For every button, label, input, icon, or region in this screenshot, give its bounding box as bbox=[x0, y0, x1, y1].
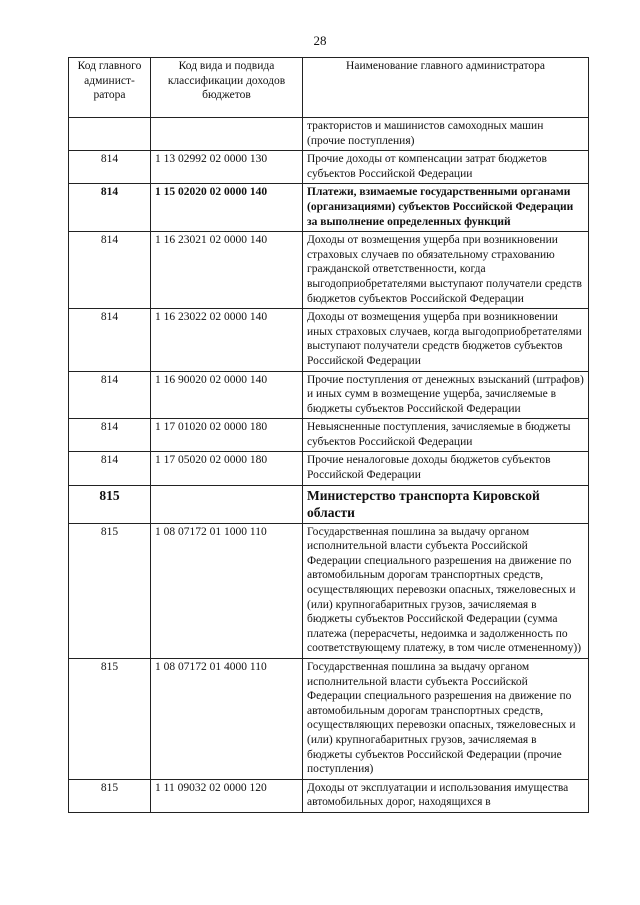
admin-code-cell: 814 bbox=[69, 452, 151, 485]
admin-name-cell: Прочие поступления от денежных взысканий (штрафов) и иных сумм в возмещение ущерба, зачисляемые в бюджеты субъектов Российской Федерации bbox=[303, 371, 589, 419]
admin-code-cell: 814 bbox=[69, 151, 151, 184]
table-row bbox=[69, 419, 589, 452]
admin-name-cell: Доходы от эксплуатации и использования имущества автомобильных дорог, находящихся в bbox=[303, 779, 589, 812]
admin-name-cell: Платежи, взимаемые государственными органами (организациями) субъектов Российской Федерации за выполнение определенных функций bbox=[303, 184, 589, 232]
admin-code-cell: 815 bbox=[69, 779, 151, 812]
admin-code-cell: 814 bbox=[69, 419, 151, 452]
table-row bbox=[69, 309, 589, 371]
revenue-code-cell: 1 15 02020 02 0000 140 bbox=[151, 184, 303, 232]
page-number: 28 bbox=[313, 33, 327, 48]
revenue-code-cell: 1 16 23022 02 0000 140 bbox=[151, 309, 303, 371]
admin-code-cell: 814 bbox=[69, 184, 151, 232]
revenue-code-cell: 1 16 90020 02 0000 140 bbox=[151, 371, 303, 419]
admin-name-cell: Доходы от возмещения ущерба при возникновении иных страховых случаев, когда выгодоприобретателями выступают получатели средств бюджетов субъектов Российской Федерации bbox=[303, 309, 589, 371]
table-row bbox=[69, 779, 589, 812]
admin-code-cell: 814 bbox=[69, 371, 151, 419]
table-row bbox=[69, 151, 589, 184]
table-header-row bbox=[69, 58, 589, 118]
admin-name-cell: трактористов и машинистов самоходных машин (прочие поступления) bbox=[303, 118, 589, 151]
table-row bbox=[69, 659, 589, 780]
admin-name-cell: Доходы от возмещения ущерба при возникновении страховых случаев по обязательному страхованию гражданской ответственности, когда выгодоприобретателями выступают получатели средств бюджетов субъектов Российской Федерации bbox=[303, 232, 589, 309]
revenue-administrators-table bbox=[68, 57, 589, 813]
admin-name-cell: Прочие доходы от компенсации затрат бюджетов субъектов Российской Федерации bbox=[303, 151, 589, 184]
revenue-code-cell: 1 16 23021 02 0000 140 bbox=[151, 232, 303, 309]
table-row bbox=[69, 523, 589, 658]
revenue-code-cell: 1 17 01020 02 0000 180 bbox=[151, 419, 303, 452]
admin-name-cell: Государственная пошлина за выдачу органом исполнительной власти субъекта Российской Федерации специального разрешения на движение по автомобильным дорогам транспортных средств, осуществляющих перевозки опасных, тяжеловесных и (или) крупногабаритных грузов, зачисляемая в бюджеты субъектов Российской Федерации (сумма платежа (перерасчеты, недоимка и задолженность по соответствующему платежу, в том числе отмененному)) bbox=[303, 523, 589, 658]
table-row bbox=[69, 371, 589, 419]
admin-code-cell: 815 bbox=[69, 659, 151, 780]
header-admin-name: Наименование главного администратора bbox=[303, 58, 589, 118]
revenue-code-cell: 1 08 07172 01 4000 110 bbox=[151, 659, 303, 780]
revenue-code-cell: 1 17 05020 02 0000 180 bbox=[151, 452, 303, 485]
header-revenue-code: Код вида и подвида классификации доходов бюджетов bbox=[151, 58, 303, 118]
admin-code-cell: 815 bbox=[69, 523, 151, 658]
admin-code-cell: 814 bbox=[69, 232, 151, 309]
admin-name-cell: Невыясненные поступления, зачисляемые в бюджеты субъектов Российской Федерации bbox=[303, 419, 589, 452]
table-row bbox=[69, 118, 589, 151]
table-row bbox=[69, 452, 589, 485]
revenue-code-cell: 1 11 09032 02 0000 120 bbox=[151, 779, 303, 812]
admin-name-cell: Прочие неналоговые доходы бюджетов субъектов Российской Федерации bbox=[303, 452, 589, 485]
revenue-code-cell: 1 08 07172 01 1000 110 bbox=[151, 523, 303, 658]
admin-name-cell: Министерство транспорта Кировской области bbox=[303, 485, 589, 523]
table-row bbox=[69, 485, 589, 523]
table-row bbox=[69, 184, 589, 232]
admin-code-cell: 814 bbox=[69, 309, 151, 371]
admin-code-cell bbox=[69, 118, 151, 151]
admin-code-cell: 815 bbox=[69, 485, 151, 523]
admin-name-cell: Государственная пошлина за выдачу органом исполнительной власти субъекта Российской Федерации специального разрешения на движение по автомобильным дорогам транспортных средств, осуществляющих перевозки опасных, тяжеловесных и (или) крупногабаритных грузов, зачисляемая в бюджеты субъектов Российской Федерации (прочие поступления) bbox=[303, 659, 589, 780]
header-admin-code: Код главного админист-ратора bbox=[69, 58, 151, 118]
table-row bbox=[69, 232, 589, 309]
revenue-code-cell bbox=[151, 118, 303, 151]
revenue-code-cell bbox=[151, 485, 303, 523]
revenue-code-cell: 1 13 02992 02 0000 130 bbox=[151, 151, 303, 184]
